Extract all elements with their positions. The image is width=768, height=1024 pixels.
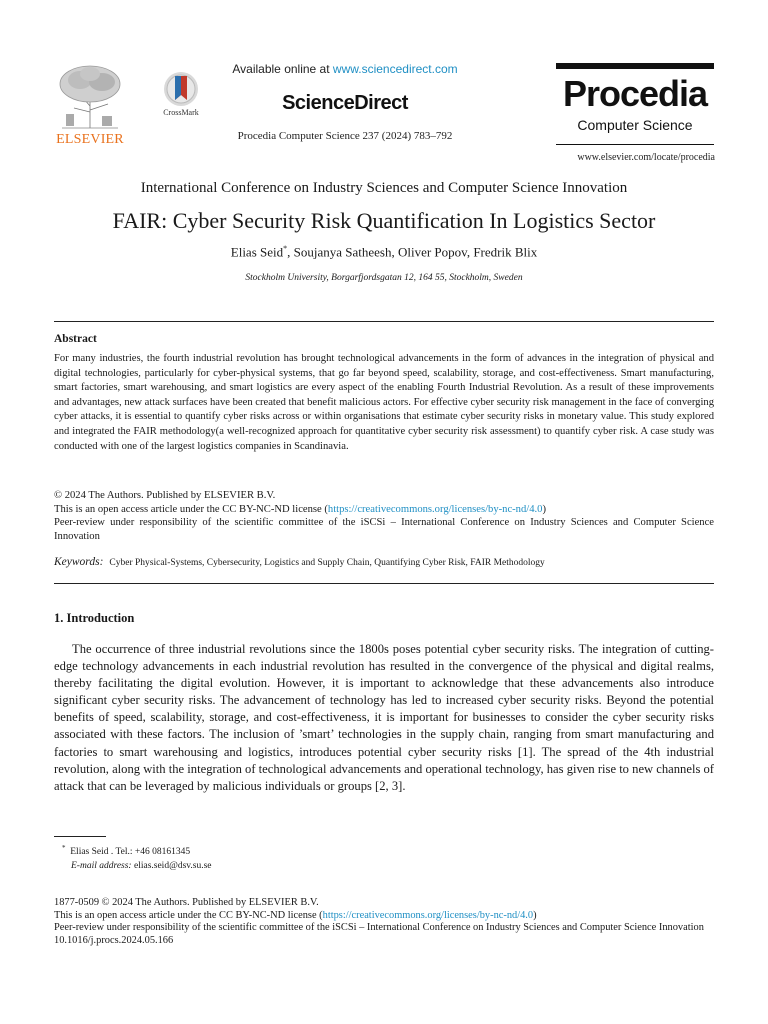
available-prefix: Available online at [232, 62, 330, 76]
corresponding-mark: * [283, 244, 288, 253]
keywords-label: Keywords: [54, 556, 104, 568]
elsevier-logo [52, 62, 128, 148]
footer-license-prefix: This is an open access article under the CC BY-NC-ND license ( [54, 909, 323, 921]
footer-peer-review: Peer-review under responsibility of the scientific committee of the iSCSi – International Conference on Industry Sciences and Computer Science Innovation [54, 922, 704, 934]
crossmark-label: CrossMark [163, 108, 199, 117]
procedia-subtitle: Computer Science [577, 117, 693, 133]
footnote-rule [54, 836, 106, 837]
procedia-logo [556, 63, 714, 145]
sciencedirect-link[interactable]: www.sciencedirect.com [332, 62, 458, 76]
available-online [180, 62, 510, 76]
paper-title: FAIR: Cyber Security Risk Quantification In Logistics Sector [112, 208, 656, 233]
copyright-block [54, 489, 714, 543]
procedia-title: Procedia [562, 73, 708, 114]
corresponding-author: Elias Seid [230, 244, 284, 260]
doi[interactable]: 10.1016/j.procs.2024.05.166 [54, 934, 174, 946]
sciencedirect-logo: ScienceDirect [282, 92, 408, 114]
footnote-email [62, 859, 212, 873]
email-label: E-mail address: [71, 861, 132, 872]
page-footer [54, 897, 714, 947]
email-address[interactable]: elias.seid@dsv.su.se [133, 861, 212, 872]
footer-license-link[interactable]: https://creativecommons.org/licenses/by-nc-nd/4.0 [322, 909, 534, 921]
abstract-text: For many industries, the fourth industrial revolution has brought technological advancements in the form of advances in the integration of physical and digital technologies, particularly for cyber-physical systems, that go far beyond speed, scalability, storage, and cost-effectiveness. Smart manufacturing, smart factories, smart warehousing, and smart logistics are every aspect of the enabling Fourth Industrial Revolution. As a result of these improvements and advantages, new attack surfaces have been created that benefit malicious actors. For effective cyber security risk management in the face of converging cyber attacks, it is essential to quantify cyber risks across or within organisations that estimate cyber security risks in monetary value. This study explored and integrated the FAIR methodology(a well-recognized approach for quantitative cyber security risk assessment) to quantify cyber risk. A case study was conducted with one of the largest logistics companies in Scandinavia. [54, 353, 714, 452]
issn-line: 1877-0509 © 2024 The Authors. Published by ELSEVIER B.V. [54, 897, 319, 908]
footnote [62, 841, 212, 873]
footnote-contact-text: Elias Seid . Tel.: +46 08161345 [70, 847, 191, 858]
footer-license-line [54, 910, 714, 923]
license-link[interactable]: https://creativecommons.org/licenses/by-nc-nd/4.0 [327, 503, 543, 515]
journal-url[interactable]: www.elsevier.com/locate/procedia [577, 152, 715, 163]
license-line [54, 503, 714, 517]
keywords [54, 556, 714, 568]
elsevier-wordmark: ELSEVIER [56, 132, 124, 147]
copyright-line: © 2024 The Authors. Published by ELSEVIER B.V. [54, 490, 276, 501]
footer-license-suffix: ) [533, 909, 537, 921]
affiliation: Stockholm University, Borgarfjordsgatan 12, 164 55, Stockholm, Sweden [245, 273, 523, 283]
elsevier-tree-icon [52, 62, 128, 130]
abstract-heading: Abstract [54, 333, 97, 345]
peer-review-line: Peer-review under responsibility of the scientific committee of the iSCSi – International Conference on Industry Sciences and Computer Science Innovation [54, 517, 714, 542]
author-list [54, 244, 714, 260]
keywords-text: Cyber Physical-Systems, Cybersecurity, Logistics and Supply Chain, Quantifying Cyber Risk, FAIR Methodology [109, 558, 545, 568]
other-authors: , Soujanya Satheesh, Oliver Popov, Fredrik Blix [287, 244, 538, 260]
abstract-bottom-rule [54, 583, 714, 584]
introduction-text: The occurrence of three industrial revolutions since the 1800s poses potential cyber security risks. The integration of cutting-edge technology advancements in each industrial revolution has resulted in the convergence of the physical and digital realms, thereby facilitating the digital evolution. However, it is important to acknowledge that these advancements also introduce significant cyber security risks. The advancement of technology has led to increased cyber security risks. Beyond the potential benefits of speed, scalability, storage, and cost-effectiveness, it is important for businesses to consider the cyber security risks associated with these factors. The inclusion of ’smart’ technologies in the supply chain, ranging from smart manufacturing and factories to smart warehousing and logistics, introduces potential cyber security risks [1]. The spread of the 4th industrial revolution, along with the integration of technological advancements and operational technology, has given rise to new channels of attack that can be leveraged by malicious individuals or groups [2, 3]. [54, 642, 714, 793]
footnote-contact [62, 841, 212, 859]
conference-name: International Conference on Industry Sciences and Computer Science Innovation [140, 180, 628, 196]
introduction-heading: 1. Introduction [54, 611, 135, 625]
journal-reference: Procedia Computer Science 237 (2024) 783–792 [237, 130, 453, 142]
abstract-top-rule [54, 321, 714, 322]
license-suffix: ) [542, 503, 546, 515]
footnote-mark: * [62, 844, 66, 852]
license-prefix: This is an open access article under the CC BY-NC-ND license ( [54, 503, 328, 515]
